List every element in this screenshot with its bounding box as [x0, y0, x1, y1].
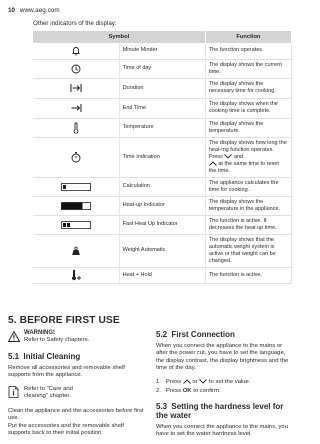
step-text: Press — [166, 388, 182, 395]
step-text: Press — [166, 378, 182, 385]
row-name: Heat-up Indicator — [119, 196, 205, 215]
warning-title: WARNING! — [24, 330, 55, 336]
warning-icon — [8, 331, 20, 345]
table-row — [33, 215, 292, 234]
warning-text — [24, 330, 89, 345]
step-text: to confirm. — [193, 388, 221, 395]
note-block — [8, 386, 144, 403]
heat-hold-icon — [33, 267, 119, 283]
page-header — [8, 7, 60, 14]
chevron-up-icon — [183, 379, 191, 384]
info-icon — [8, 386, 19, 401]
row-name: Duration — [119, 78, 205, 98]
step-text: or — [192, 378, 198, 385]
row-function: The function is active. It decreases the heat up time. — [205, 215, 291, 234]
note-text: Refer to "Care and cleaning" chapter. — [24, 385, 73, 400]
paragraph: Clean the appliance and the accessories before first use. — [8, 407, 144, 422]
row-function: The function operates. — [205, 43, 291, 59]
fast-heat-up-bar-icon — [33, 215, 119, 234]
end-time-icon — [33, 98, 119, 118]
heat-up-bar-icon — [33, 196, 119, 215]
paragraph: Put the accessories and the removable shelf supports back to their initial position. — [8, 422, 124, 437]
row-name: Calculation — [119, 177, 205, 196]
row-name: Time Indication — [119, 137, 205, 177]
list-item — [156, 388, 292, 395]
subsection-number: 5.3 — [156, 401, 168, 411]
right-column — [156, 330, 292, 444]
table-header-row — [33, 31, 292, 43]
section-heading: 5. BEFORE FIRST USE — [8, 315, 120, 326]
subsection-title: Initial Cleaning — [23, 352, 81, 361]
row-name: Heat + Hold — [119, 267, 205, 283]
paragraph: Remove all accessories and removable shelf supports from the appliance. — [8, 365, 125, 379]
row-function: The display shows the temperature in the appliance. — [205, 196, 291, 215]
row-function — [205, 137, 291, 177]
ok-key-label: OK — [182, 388, 192, 395]
column-header-function: Function — [205, 31, 291, 43]
table-row — [33, 118, 292, 137]
row-name: Weight Automatic — [119, 234, 205, 267]
stopwatch-icon — [33, 137, 119, 177]
chevron-up-icon — [209, 161, 217, 166]
site-url: www.aeg.com — [19, 7, 60, 14]
indicator-table — [33, 31, 292, 284]
subsection-heading — [156, 402, 292, 420]
row-function: The display shows the necessary time for cooking. — [205, 78, 291, 98]
paragraph: When you connect the appliance to the mains or after the power cut, you have to set the language, the display contrast, the display brightness and the time of the day. — [156, 343, 289, 372]
calculation-bar-icon — [33, 177, 119, 196]
table-row — [33, 43, 292, 59]
page-number: 10 — [8, 7, 16, 14]
chevron-down-icon — [224, 154, 232, 159]
subsection-number: 5.2 — [156, 330, 168, 339]
weight-icon — [33, 234, 119, 267]
row-function-text: at the same time to reset the time. — [208, 160, 279, 174]
step-text: to set the value. — [208, 378, 251, 385]
duration-icon — [33, 78, 119, 98]
row-name: End Time — [119, 98, 205, 118]
row-function: The display shows that the automatic weight system is active or that weight can be changed. — [205, 234, 291, 267]
row-function: The display shows the temperature. — [205, 118, 291, 137]
warning-body: Refer to Safety chapters. — [24, 337, 90, 344]
row-function-text: and — [233, 153, 244, 160]
row-function: The appliance calculates the time for cooking. — [205, 177, 291, 196]
table-row — [33, 137, 292, 177]
column-header-symbol: Symbol — [33, 31, 205, 43]
subsection-title: Setting the hardness level for the water — [156, 401, 284, 420]
step-number: 2. — [156, 388, 161, 395]
step-number: 1. — [156, 378, 161, 385]
clock-icon — [33, 59, 119, 78]
table-row — [33, 267, 292, 283]
row-name: Temperature — [119, 118, 205, 137]
paragraph: When you connect the appliance to the mains, you have to set the water hardness level. — [156, 423, 288, 437]
row-function: The display shows when the cooking time is complete. — [205, 98, 291, 118]
warning-block — [8, 330, 144, 346]
table-row — [33, 234, 292, 267]
thermometer-icon — [33, 118, 119, 137]
bell-icon — [33, 43, 119, 59]
intro-text: Other indicators of the display: — [33, 20, 117, 27]
list-item — [156, 379, 292, 386]
row-name: Fast Heat Up Indicator — [119, 215, 205, 234]
row-function-text: The display shows how long the heat-ing function operates. Press — [208, 139, 287, 160]
row-name: Minute Minder — [119, 43, 205, 59]
subsection-title: First Connection — [171, 330, 235, 339]
row-name: Time of day — [119, 59, 205, 78]
table-row — [33, 78, 292, 98]
left-column — [8, 330, 144, 443]
table-row — [33, 177, 292, 196]
subsection-heading — [156, 330, 292, 339]
subsection-heading — [8, 352, 144, 361]
subsection-number: 5.1 — [8, 352, 20, 361]
table-row — [33, 59, 292, 78]
row-function: The display shows the current time. — [205, 59, 291, 78]
table-row — [33, 196, 292, 215]
chevron-down-icon — [199, 379, 207, 384]
table-row — [33, 98, 292, 118]
row-function: The function is active. — [205, 267, 291, 283]
